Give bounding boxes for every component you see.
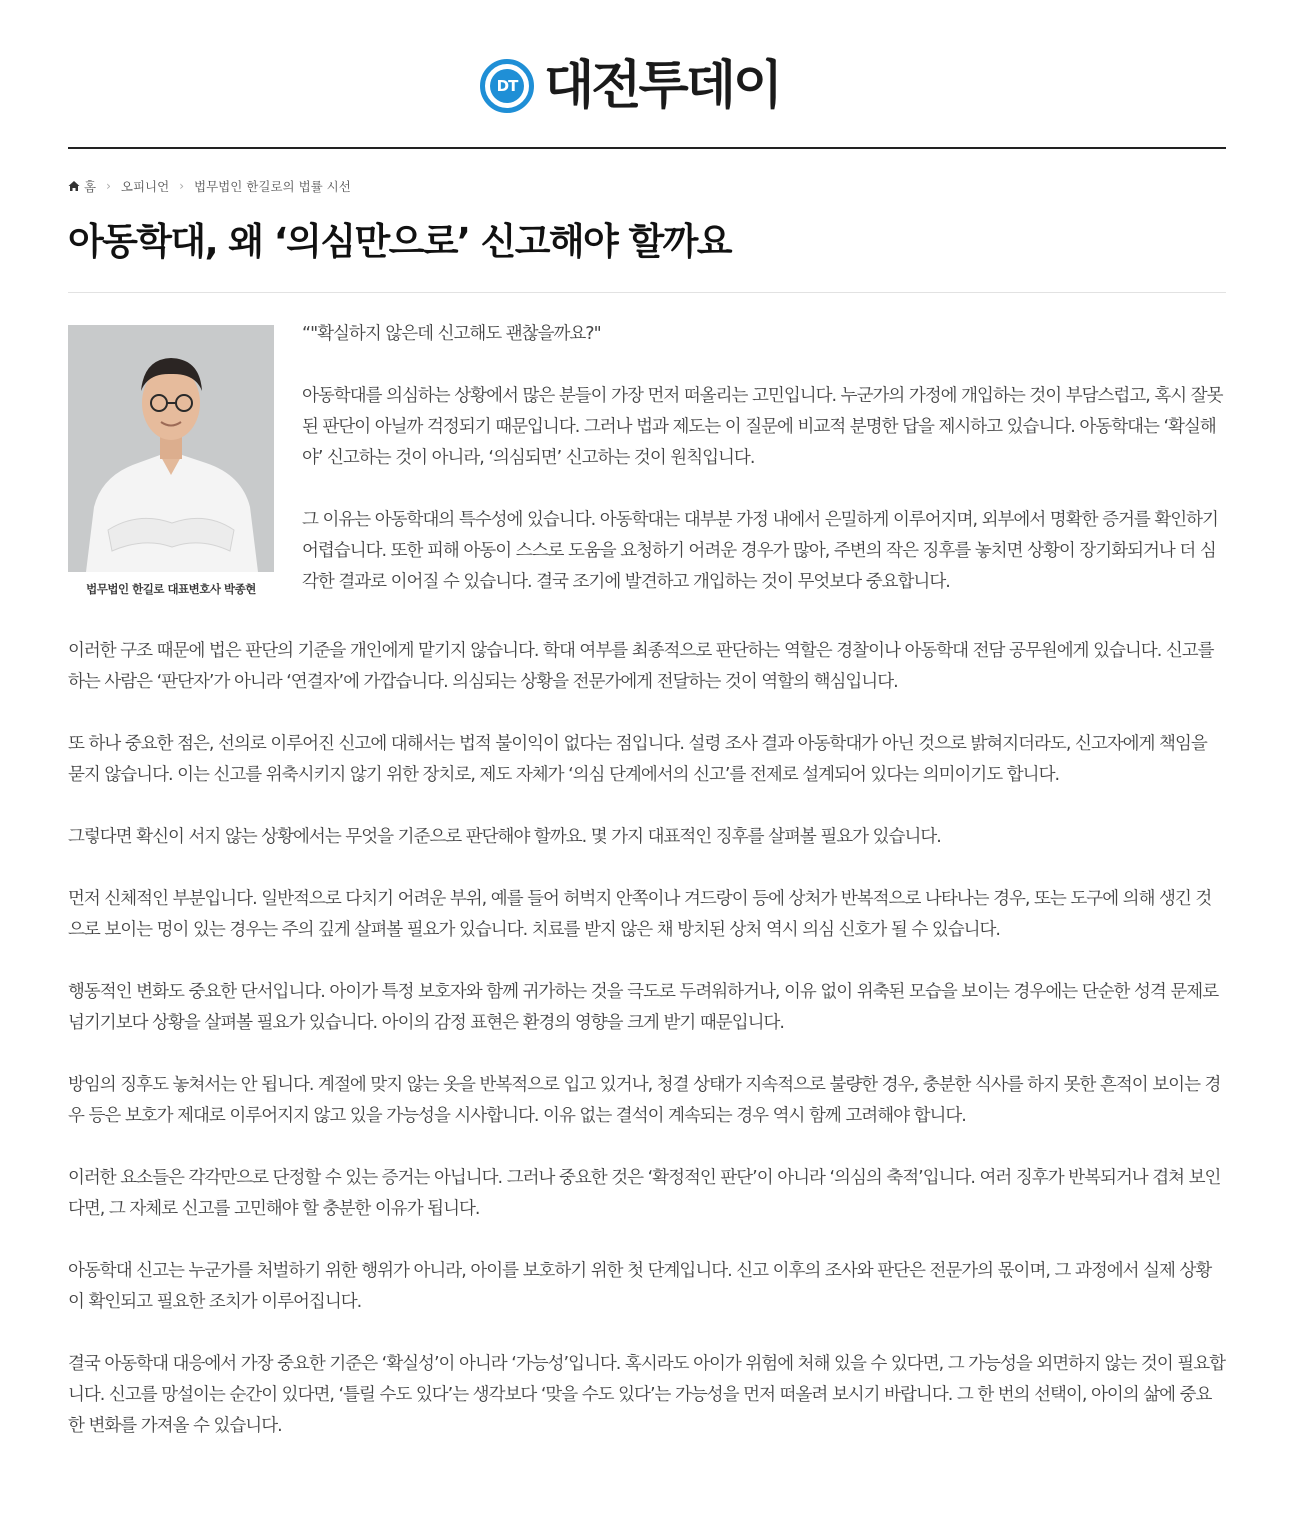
breadcrumb xyxy=(68,176,351,196)
logo-wordmark: 대전투데이 xyxy=(544,56,781,116)
author-portrait-illustration xyxy=(68,325,274,572)
article-paragraph: “"확실하지 않은데 신고해도 괜찮을까요?" xyxy=(302,324,601,344)
site-header xyxy=(68,0,1226,149)
breadcrumb-section[interactable]: 오피니언 xyxy=(120,179,170,194)
logo-emblem xyxy=(480,59,534,113)
article-paragraph: 또 하나 중요한 점은, 선의로 이루어진 신고에 대해서는 법적 불이익이 없다는 점입니다. 설령 조사 결과 아동학대가 아닌 것으로 밝혀지더라도, 신고자에게 책임을 묻지 않습니다. 이는 신고를 위축시키지 않기 위한 장치로, 제도 자체가 ‘의심 단계에서의 신고’를 전제로 설계되어 있다는 의미이기도 합니다. xyxy=(68,734,1207,785)
article-paragraph: 이러한 구조 때문에 법은 판단의 기준을 개인에게 맡기지 않습니다. 학대 여부를 최종적으로 판단하는 역할은 경찰이나 아동학대 전담 공무원에게 있습니다. 신고를 하는 사람은 ‘판단자’가 아니라 ‘연결자’에 가깝습니다. 의심되는 상황을 전문가에게 전달하는 것이 역할의 핵심입니다. xyxy=(68,641,1214,692)
article-title: 아동학대, 왜 ‘의심만으로’ 신고해야 할까요 xyxy=(68,220,731,263)
article-paragraph: 행동적인 변화도 중요한 단서입니다. 아이가 특정 보호자와 함께 귀가하는 것을 극도로 두려워하거나, 이유 없이 위축된 모습을 보이는 경우에는 단순한 성격 문제로 넘기기보다 상황을 살펴볼 필요가 있습니다. 아이의 감정 표현은 환경의 영향을 크게 받기 때문입니다. xyxy=(68,982,1219,1033)
article-paragraph: 이러한 요소들은 각각만으로 단정할 수 있는 증거는 아닙니다. 그러나 중요한 것은 ‘확정적인 판단’이 아니라 ‘의심의 축적’입니다. 여러 징후가 반복되거나 겹쳐 보인다면, 그 자체로 신고를 고민해야 할 충분한 이유가 됩니다. xyxy=(68,1168,1221,1219)
breadcrumb-subsection[interactable]: 법무법인 한길로의 법률 시선 xyxy=(194,179,351,194)
article-paragraph: 그렇다면 확신이 서지 않는 상황에서는 무엇을 기준으로 판단해야 할까요. 몇 가지 대표적인 징후를 살펴볼 필요가 있습니다. xyxy=(68,827,941,847)
article-paragraph: 결국 아동학대 대응에서 가장 중요한 기준은 ‘확실성’이 아니라 ‘가능성’입니다. 혹시라도 아이가 위험에 처해 있을 수 있다면, 그 가능성을 외면하지 않는 것이 필요합니다. 신고를 망설이는 순간이 있다면, ‘틀릴 수도 있다’는 생각보다 ‘맞을 수도 있다’는 가능성을 먼저 떠올려 보시기 바랍니다. 그 한 번의 선택이, 아이의 삶에 중요한 변화를 가져올 수 있습니다. xyxy=(68,1354,1226,1436)
site-logo[interactable] xyxy=(480,54,780,118)
article-paragraph: 방임의 징후도 놓쳐서는 안 됩니다. 계절에 맞지 않는 옷을 반복적으로 입고 있거나, 청결 상태가 지속적으로 불량한 경우, 충분한 식사를 하지 못한 흔적이 보이는 경우 등은 보호가 제대로 이루어지지 않고 있을 가능성을 시사합니다. 이유 없는 결석이 계속되는 경우 역시 함께 고려해야 합니다. xyxy=(68,1075,1221,1126)
article-paragraph: 아동학대 신고는 누군가를 처벌하기 위한 행위가 아니라, 아이를 보호하기 위한 첫 단계입니다. 신고 이후의 조사와 판단은 전문가의 몫이며, 그 과정에서 실제 상황이 확인되고 필요한 조치가 이루어집니다. xyxy=(68,1261,1212,1312)
chevron-right-icon: › xyxy=(179,179,185,193)
article-paragraph: 그 이유는 아동학대의 특수성에 있습니다. 아동학대는 대부분 가정 내에서 은밀하게 이루어지며, 외부에서 명확한 증거를 확인하기 어렵습니다. 또한 피해 아동이 스스로 도움을 요청하기 어려운 경우가 많아, 주변의 작은 징후를 놓치면 상황이 장기화되거나 더 심각한 결과로 이어질 수 있습니다. 결국 조기에 발견하고 개입하는 것이 무엇보다 중요합니다. xyxy=(302,510,1218,592)
logo-emblem-text: DT xyxy=(490,69,524,103)
author-photo-figure xyxy=(68,325,274,597)
author-photo xyxy=(68,325,274,572)
title-divider xyxy=(68,292,1226,293)
photo-caption: 법무법인 한길로 대표변호사 박종현 xyxy=(86,582,256,596)
article-paragraph: 아동학대를 의심하는 상황에서 많은 분들이 가장 먼저 떠올리는 고민입니다. 누군가의 가정에 개입하는 것이 부담스럽고, 혹시 잘못된 판단이 아닐까 걱정되기 때문입니다. 그러나 법과 제도는 이 질문에 비교적 분명한 답을 제시하고 있습니다. 아동학대는 ‘확실해야’ 신고하는 것이 아니라, ‘의심되면’ 신고하는 것이 원칙입니다. xyxy=(302,386,1223,468)
article-paragraph: 먼저 신체적인 부분입니다. 일반적으로 다치기 어려운 부위, 예를 들어 허벅지 안쪽이나 겨드랑이 등에 상처가 반복적으로 나타나는 경우, 또는 도구에 의해 생긴 것으로 보이는 멍이 있는 경우는 주의 깊게 살펴볼 필요가 있습니다. 치료를 받지 않은 채 방치된 상처 역시 의심 신호가 될 수 있습니다. xyxy=(68,889,1212,940)
home-icon xyxy=(68,180,80,192)
breadcrumb-home[interactable]: 홈 xyxy=(84,179,97,194)
chevron-right-icon: › xyxy=(106,179,111,193)
